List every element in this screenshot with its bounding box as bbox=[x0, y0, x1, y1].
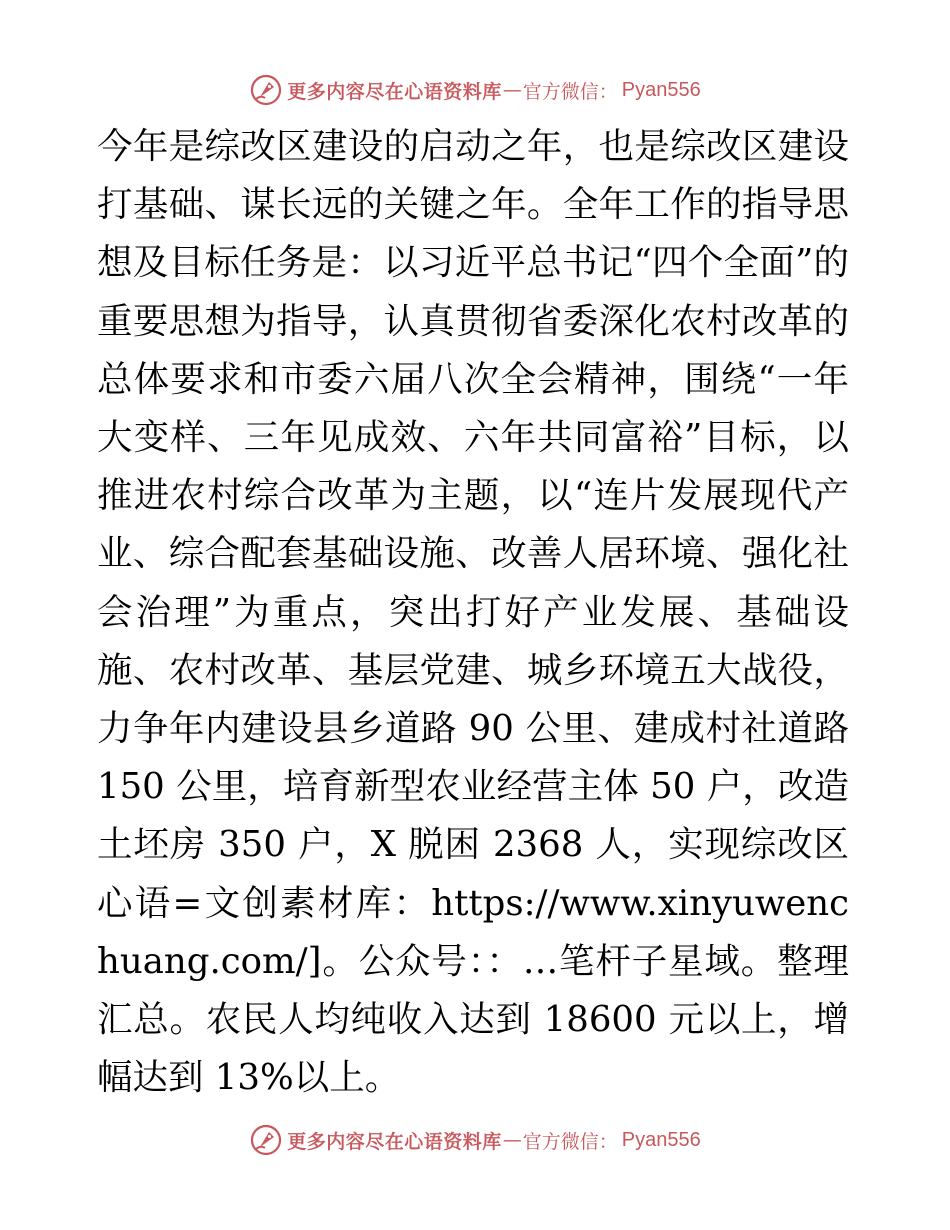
header-banner bbox=[0, 72, 950, 108]
banner-wechat-id: Pyan556 bbox=[621, 78, 701, 101]
banner-separator: — bbox=[502, 79, 522, 101]
banner-wechat-id: Pyan556 bbox=[621, 1128, 701, 1151]
banner-separator: — bbox=[502, 1129, 522, 1151]
banner-brand-text: 更多内容尽在心语资料库 bbox=[287, 80, 502, 103]
pen-nib-logo-icon bbox=[249, 1123, 283, 1157]
body-paragraph: 今年是综改区建设的启动之年，也是综改区建设打基础、谋长远的关键之年。全年工作的指导思想及目标任务是：以习近平总书记“四个全面”的重要思想为指导，认真贯彻省委深化农村改革的总体要求和市委六届八次全会精神，围绕“一年大变样、三年见成效、六年共同富裕”目标，以推进农村综合改革为主题，以“连片发展现代产业、综合配套基础设施、改善人居环境、强化社会治理”为重点，突出打好产业发展、基础设施、农村改革、基层党建、城乡环境五大战役，力争年内建设县乡道路 90 公里、建成村社道路 150 公里，培育新型农业经营主体 50 户，改造土坯房 350 户，X 脱困 2368 人，实现综改区心语=文创素材库：https://www.xinyuwenchuang.com/]。公众号：：…笔杆子星域。整理汇总。农民人均纯收入达到 18600 元以上，增幅达到 13%以上。 bbox=[97, 126, 849, 1099]
banner-wechat-label: 官方微信： bbox=[522, 1130, 618, 1153]
banner-wechat-label: 官方微信： bbox=[522, 80, 618, 103]
footer-banner bbox=[0, 1122, 950, 1158]
pen-nib-logo-icon bbox=[249, 73, 283, 107]
banner-brand-text: 更多内容尽在心语资料库 bbox=[287, 1130, 502, 1153]
